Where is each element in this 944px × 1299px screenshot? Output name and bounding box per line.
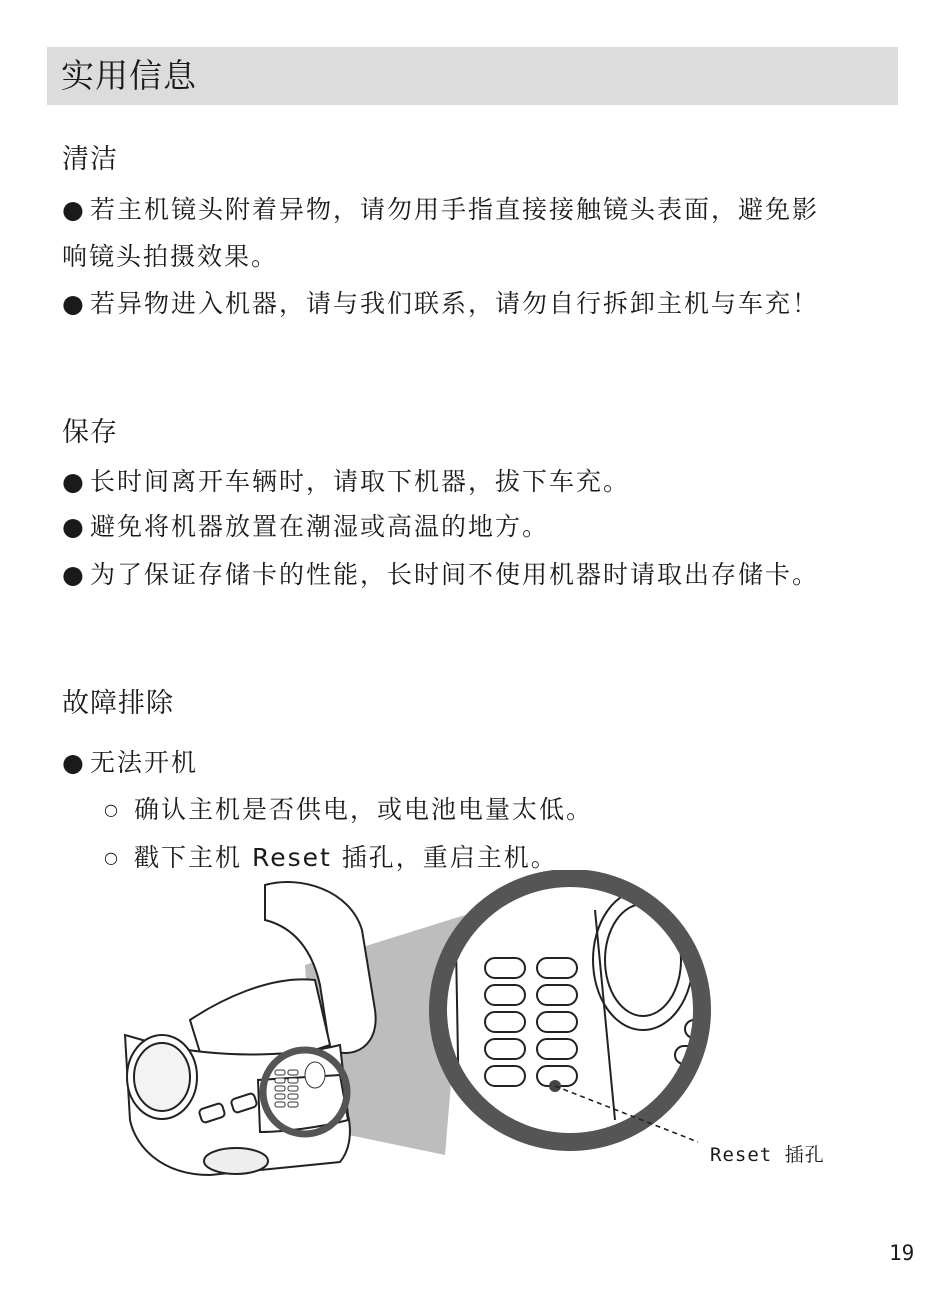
bullet-dot-icon: ● [62,467,86,496]
section-title-storage: 保存 [62,417,118,448]
bullet-text: 长时间离开车辆时，请取下机器，拔下车充。 [90,467,631,496]
bullet-dot-icon: ● [62,560,86,589]
bullet-dot-icon: ● [62,289,86,318]
list-item [62,195,892,225]
sub-bullet-text: 确认主机是否供电，或电池电量太低。 [134,795,594,824]
list-item [62,560,892,590]
sub-bullet-text: 戳下主机 Reset 插孔，重启主机。 [134,843,558,872]
page-title: 实用信息 [61,56,197,95]
circle-bullet-icon: ○ [104,848,120,867]
section-title-cleaning: 清洁 [62,144,118,175]
sub-list-item [104,795,593,825]
list-item [62,467,892,497]
bullet-dot-icon: ● [62,512,86,541]
bullet-text: 避免将机器放置在潮湿或高温的地方。 [90,512,550,541]
header-bar [47,47,898,105]
bullet-text: 若主机镜头附着异物，请勿用手指直接接触镜头表面，避免影 [90,195,820,224]
list-item [62,512,892,542]
bullet-text: 为了保证存储卡的性能，长时间不使用机器时请取出存储卡。 [90,560,820,589]
bullet-dot-icon: ● [62,195,86,224]
bullet-text: 若异物进入机器，请与我们联系，请勿自行拆卸主机与车充！ [90,289,820,318]
circle-bullet-icon: ○ [104,800,120,819]
bullet-text-continuation: 响镜头拍摄效果。 [62,242,279,271]
dashcam-device [125,882,376,1175]
list-item [62,289,892,319]
list-item [62,748,892,778]
reset-hole-label: Reset 插孔 [710,1144,825,1166]
sub-list-item [104,843,558,873]
bullet-text: 无法开机 [90,748,199,777]
section-title-troubleshooting: 故障排除 [62,688,174,719]
page-number: 19 [889,1241,915,1265]
bullet-dot-icon: ● [62,748,86,777]
